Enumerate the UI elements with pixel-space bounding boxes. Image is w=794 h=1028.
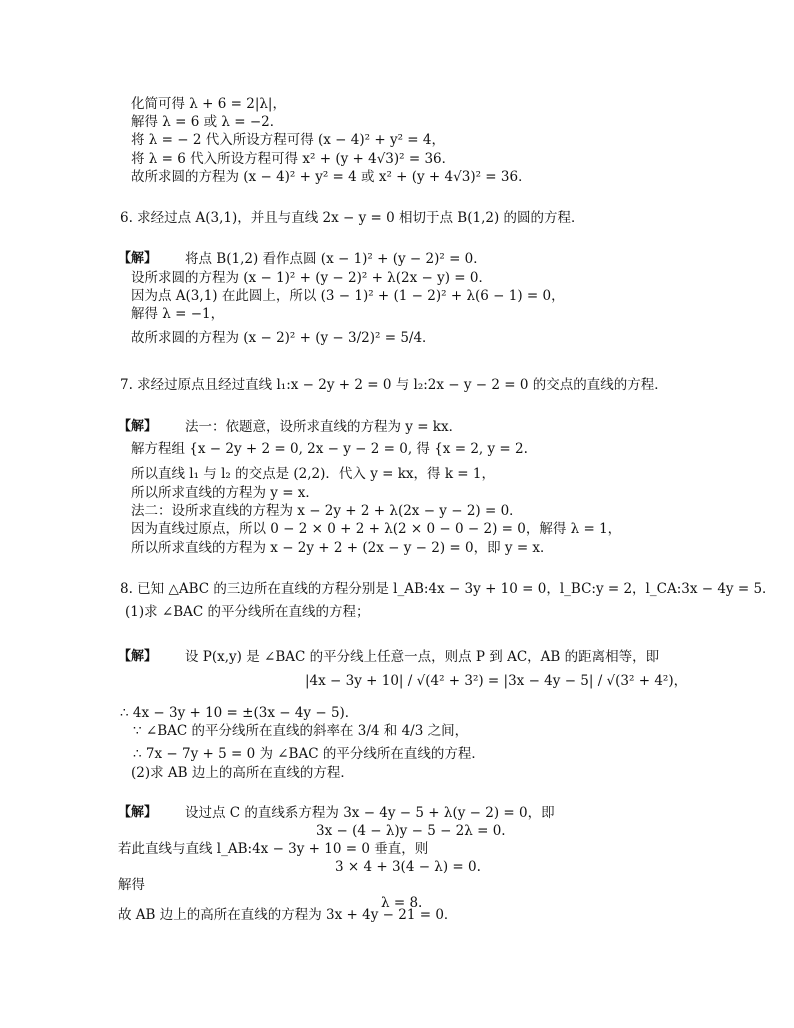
- solution-line: ∵ ∠BAC 的平分线所在直线的斜率在 3/4 和 4/3 之间，: [133, 723, 469, 739]
- solution-line: 化简可得 λ + 6 = 2|λ|，: [131, 96, 286, 112]
- solution-line: 解得: [118, 877, 145, 893]
- problem-8-part-2: (2)求 AB 边上的高所在直线的方程．: [131, 765, 354, 781]
- centered-equation: 3 × 4 + 3(4 − λ) = 0.: [335, 859, 481, 875]
- solution-line: ∴ 7x − 7y + 5 = 0 为 ∠BAC 的平分线所在直线的方程．: [133, 746, 485, 762]
- solution-line: 故 AB 边上的高所在直线的方程为 3x + 4y − 21 = 0．: [118, 907, 458, 923]
- solution-line: 将点 B(1,2) 看作点圆 (x − 1)² + (y − 2)² = 0．: [185, 251, 487, 267]
- solution-line: ∴ 4x − 3y + 10 = ±(3x − 4y − 5)．: [120, 705, 359, 721]
- centered-equation: 3x − (4 − λ)y − 5 − 2λ = 0.: [316, 823, 506, 839]
- solution-tag: 【解】: [118, 419, 158, 434]
- problem-8-statement: 8. 已知 △ABC 的三边所在直线的方程分别是 l_AB:4x − 3y + 10 = 0，l_BC:y = 2，l_CA:3x − 4y = 5．: [120, 581, 776, 597]
- solution-line: 设 P(x,y) 是 ∠BAC 的平分线上任意一点，则点 P 到 AC，AB 的距离相等，即: [185, 649, 660, 665]
- problem-6-statement: 6. 求经过点 A(3,1)，并且与直线 2x − y = 0 相切于点 B(1,2) 的圆的方程．: [120, 210, 585, 226]
- solution-line: 法二：设所求直线的方程为 x − 2y + 2 + λ(2x − y − 2) = 0．: [131, 503, 523, 519]
- centered-equation: λ = 8.: [381, 895, 423, 911]
- solution-tag: 【解】: [118, 805, 158, 820]
- solution-line: 设过点 C 的直线系方程为 3x − 4y − 5 + λ(y − 2) = 0，即: [185, 805, 555, 821]
- solution-line: 因为点 A(3,1) 在此圆上，所以 (3 − 1)² + (1 − 2)² + λ(6 − 1) = 0，: [131, 288, 565, 304]
- solution-line: 解得 λ = 6 或 λ = −2．: [131, 114, 284, 130]
- solution-line: 故所求圆的方程为 (x − 2)² + (y − 3/2)² = 5/4．: [131, 330, 436, 346]
- solution-line: 所以所求直线的方程为 x − 2y + 2 + (2x − y − 2) = 0，即 y = x．: [131, 540, 554, 556]
- solution-tag: 【解】: [118, 251, 158, 266]
- solution-tag: 【解】: [118, 649, 158, 664]
- solution-line: 所以直线 l₁ 与 l₂ 的交点是 (2,2)．代入 y = kx，得 k = 1，: [131, 466, 495, 482]
- solution-line: 法一：依题意，设所求直线的方程为 y = kx．: [185, 419, 463, 435]
- solution-line: 故所求圆的方程为 (x − 4)² + y² = 4 或 x² + (y + 4√3)² = 36．: [131, 169, 532, 185]
- problem-7-statement: 7. 求经过原点且经过直线 l₁:x − 2y + 2 = 0 与 l₂:2x − y − 2 = 0 的交点的直线的方程．: [120, 377, 668, 393]
- solution-line: 解方程组 {x − 2y + 2 = 0, 2x − y − 2 = 0, 得 {x = 2, y = 2.: [131, 441, 528, 457]
- solution-line: 因为直线过原点，所以 0 − 2 × 0 + 2 + λ(2 × 0 − 0 − 2) = 0，解得 λ = 1，: [131, 521, 622, 537]
- solution-line: 将 λ = 6 代入所设方程可得 x² + (y + 4√3)² = 36．: [131, 151, 456, 167]
- distance-equation: |4x − 3y + 10| / √(4² + 3²) = |3x − 4y − 5| / √(3² + 4²)，: [305, 673, 688, 689]
- solution-line: 所以所求直线的方程为 y = x．: [131, 485, 319, 501]
- solution-line: 若此直线与直线 l_AB:4x − 3y + 10 = 0 垂直，则: [118, 841, 429, 857]
- solution-line: 将 λ = − 2 代入所设方程可得 (x − 4)² + y² = 4，: [131, 132, 445, 148]
- problem-8-part-1: (1)求 ∠BAC 的平分线所在直线的方程；: [125, 604, 370, 620]
- solution-line: 解得 λ = −1，: [131, 306, 225, 322]
- solution-line: 设所求圆的方程为 (x − 1)² + (y − 2)² + λ(2x − y) = 0．: [131, 270, 492, 286]
